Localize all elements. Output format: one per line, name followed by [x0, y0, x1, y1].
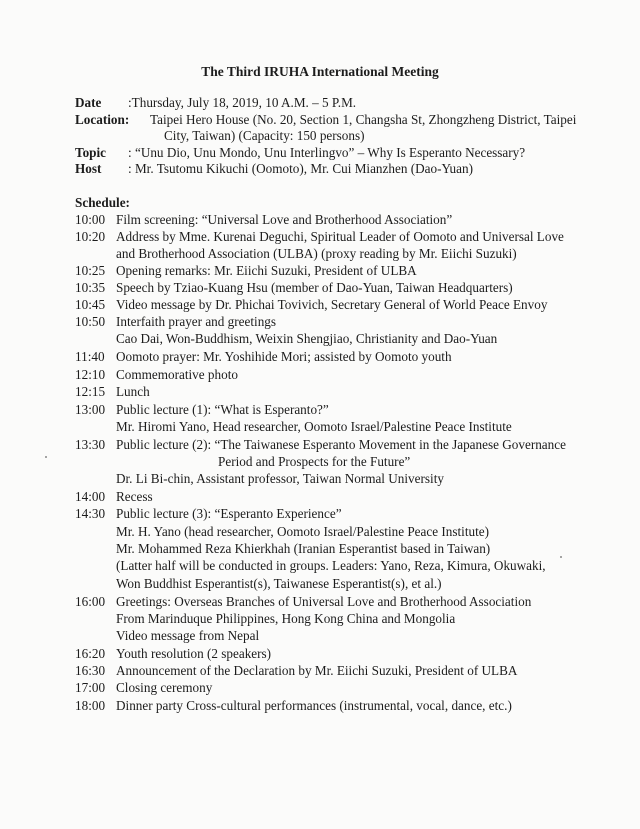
location-label: Location:: [75, 112, 130, 127]
schedule-item-text: Mr. Hiromi Yano, Head researcher, Oomoto Israel/Palestine Peace Institute: [116, 419, 512, 434]
schedule-item-text: Period and Prospects for the Future”: [218, 454, 411, 469]
schedule-item-text: (Latter half will be conducted in groups. Leaders: Yano, Reza, Kimura, Okuwaki,: [116, 558, 546, 573]
schedule-item-text: Greetings: Overseas Branches of Universal Love and Brotherhood Association: [116, 594, 532, 609]
schedule-time: 12:15: [75, 384, 106, 399]
schedule-item-text: Public lecture (1): “What is Esperanto?”: [116, 402, 329, 417]
schedule-item-text: Closing ceremony: [116, 680, 213, 695]
schedule-time: 18:00: [75, 698, 106, 713]
date-value: :Thursday, July 18, 2019, 10 A.M. – 5 P.M.: [128, 95, 357, 110]
schedule-item-text: Mr. Mohammed Reza Khierkhah (Iranian Esperantist based in Taiwan): [116, 541, 491, 556]
schedule-item-text: Dinner party Cross-cultural performances (instrumental, vocal, dance, etc.): [116, 698, 512, 713]
schedule-item-text: From Marinduque Philippines, Hong Kong China and Mongolia: [116, 611, 456, 626]
schedule-item-text: Public lecture (2): “The Taiwanese Esperanto Movement in the Japanese Governance: [116, 437, 566, 452]
schedule-item-text: Cao Dai, Won-Buddhism, Weixin Shengjiao, Christianity and Dao-Yuan: [116, 331, 498, 346]
schedule-time: 10:00: [75, 212, 106, 227]
schedule-time: 16:00: [75, 594, 106, 609]
schedule-item-text: Dr. Li Bi-chin, Assistant professor, Taiwan Normal University: [116, 471, 444, 486]
topic-label: Topic: [75, 145, 107, 160]
schedule-time: 10:25: [75, 263, 106, 278]
schedule-time: 16:30: [75, 663, 106, 678]
schedule-item-text: Recess: [116, 489, 153, 504]
schedule-time: 14:00: [75, 489, 106, 504]
schedule-time: 14:30: [75, 506, 106, 521]
schedule-item-text: Oomoto prayer: Mr. Yoshihide Mori; assisted by Oomoto youth: [116, 349, 452, 364]
schedule-time: 16:20: [75, 646, 106, 661]
schedule-time: 10:50: [75, 314, 106, 329]
schedule-item-text: Announcement of the Declaration by Mr. Eiichi Suzuki, President of ULBA: [116, 663, 518, 678]
schedule-time: 13:30: [75, 437, 106, 452]
schedule-item-text: Youth resolution (2 speakers): [116, 646, 272, 661]
schedule-time: 17:00: [75, 680, 106, 695]
scan-speck: [560, 556, 562, 558]
schedule-time: 12:10: [75, 367, 106, 382]
schedule-time: 13:00: [75, 402, 106, 417]
schedule-label: Schedule:: [75, 195, 130, 210]
schedule-item-text: Interfaith prayer and greetings: [116, 314, 277, 329]
schedule-item-text: Address by Mme. Kurenai Deguchi, Spiritual Leader of Oomoto and Universal Love: [116, 229, 564, 244]
location-value-line1: Taipei Hero House (No. 20, Section 1, Changsha St, Zhongzheng District, Taipei: [150, 112, 577, 127]
schedule-item-text: Mr. H. Yano (head researcher, Oomoto Israel/Palestine Peace Institute): [116, 524, 490, 539]
topic-value: : “Unu Dio, Unu Mondo, Unu Interlingvo” – Why Is Esperanto Necessary?: [128, 145, 526, 160]
schedule-time: 10:35: [75, 280, 106, 295]
location-value-line2: City, Taiwan) (Capacity: 150 persons): [164, 128, 365, 143]
schedule-time: 10:45: [75, 297, 106, 312]
schedule-item-text: Opening remarks: Mr. Eiichi Suzuki, President of ULBA: [116, 263, 417, 278]
schedule-item-text: and Brotherhood Association (ULBA) (proxy reading by Mr. Eiichi Suzuki): [116, 246, 517, 261]
schedule-item-text: Won Buddhist Esperantist(s), Taiwanese Esperantist(s), et al.): [116, 576, 442, 591]
schedule-item-text: Lunch: [116, 384, 150, 399]
schedule-time: 10:20: [75, 229, 106, 244]
schedule-item-text: Video message from Nepal: [116, 628, 260, 643]
scan-speck: [45, 456, 47, 458]
schedule-time: 11:40: [75, 349, 105, 364]
schedule-item-text: Commemorative photo: [116, 367, 238, 382]
schedule-item-text: Film screening: “Universal Love and Brotherhood Association”: [116, 212, 453, 227]
schedule-item-text: Speech by Tziao-Kuang Hsu (member of Dao-Yuan, Taiwan Headquarters): [116, 280, 513, 295]
date-label: Date: [75, 95, 102, 110]
document-title: The Third IRUHA International Meeting: [201, 64, 439, 79]
schedule-item-text: Public lecture (3): “Esperanto Experience”: [116, 506, 342, 521]
schedule-item-text: Video message by Dr. Phichai Tovivich, Secretary General of World Peace Envoy: [116, 297, 548, 312]
host-value: : Mr. Tsutomu Kikuchi (Oomoto), Mr. Cui Mianzhen (Dao-Yuan): [128, 161, 473, 176]
host-label: Host: [75, 161, 102, 176]
